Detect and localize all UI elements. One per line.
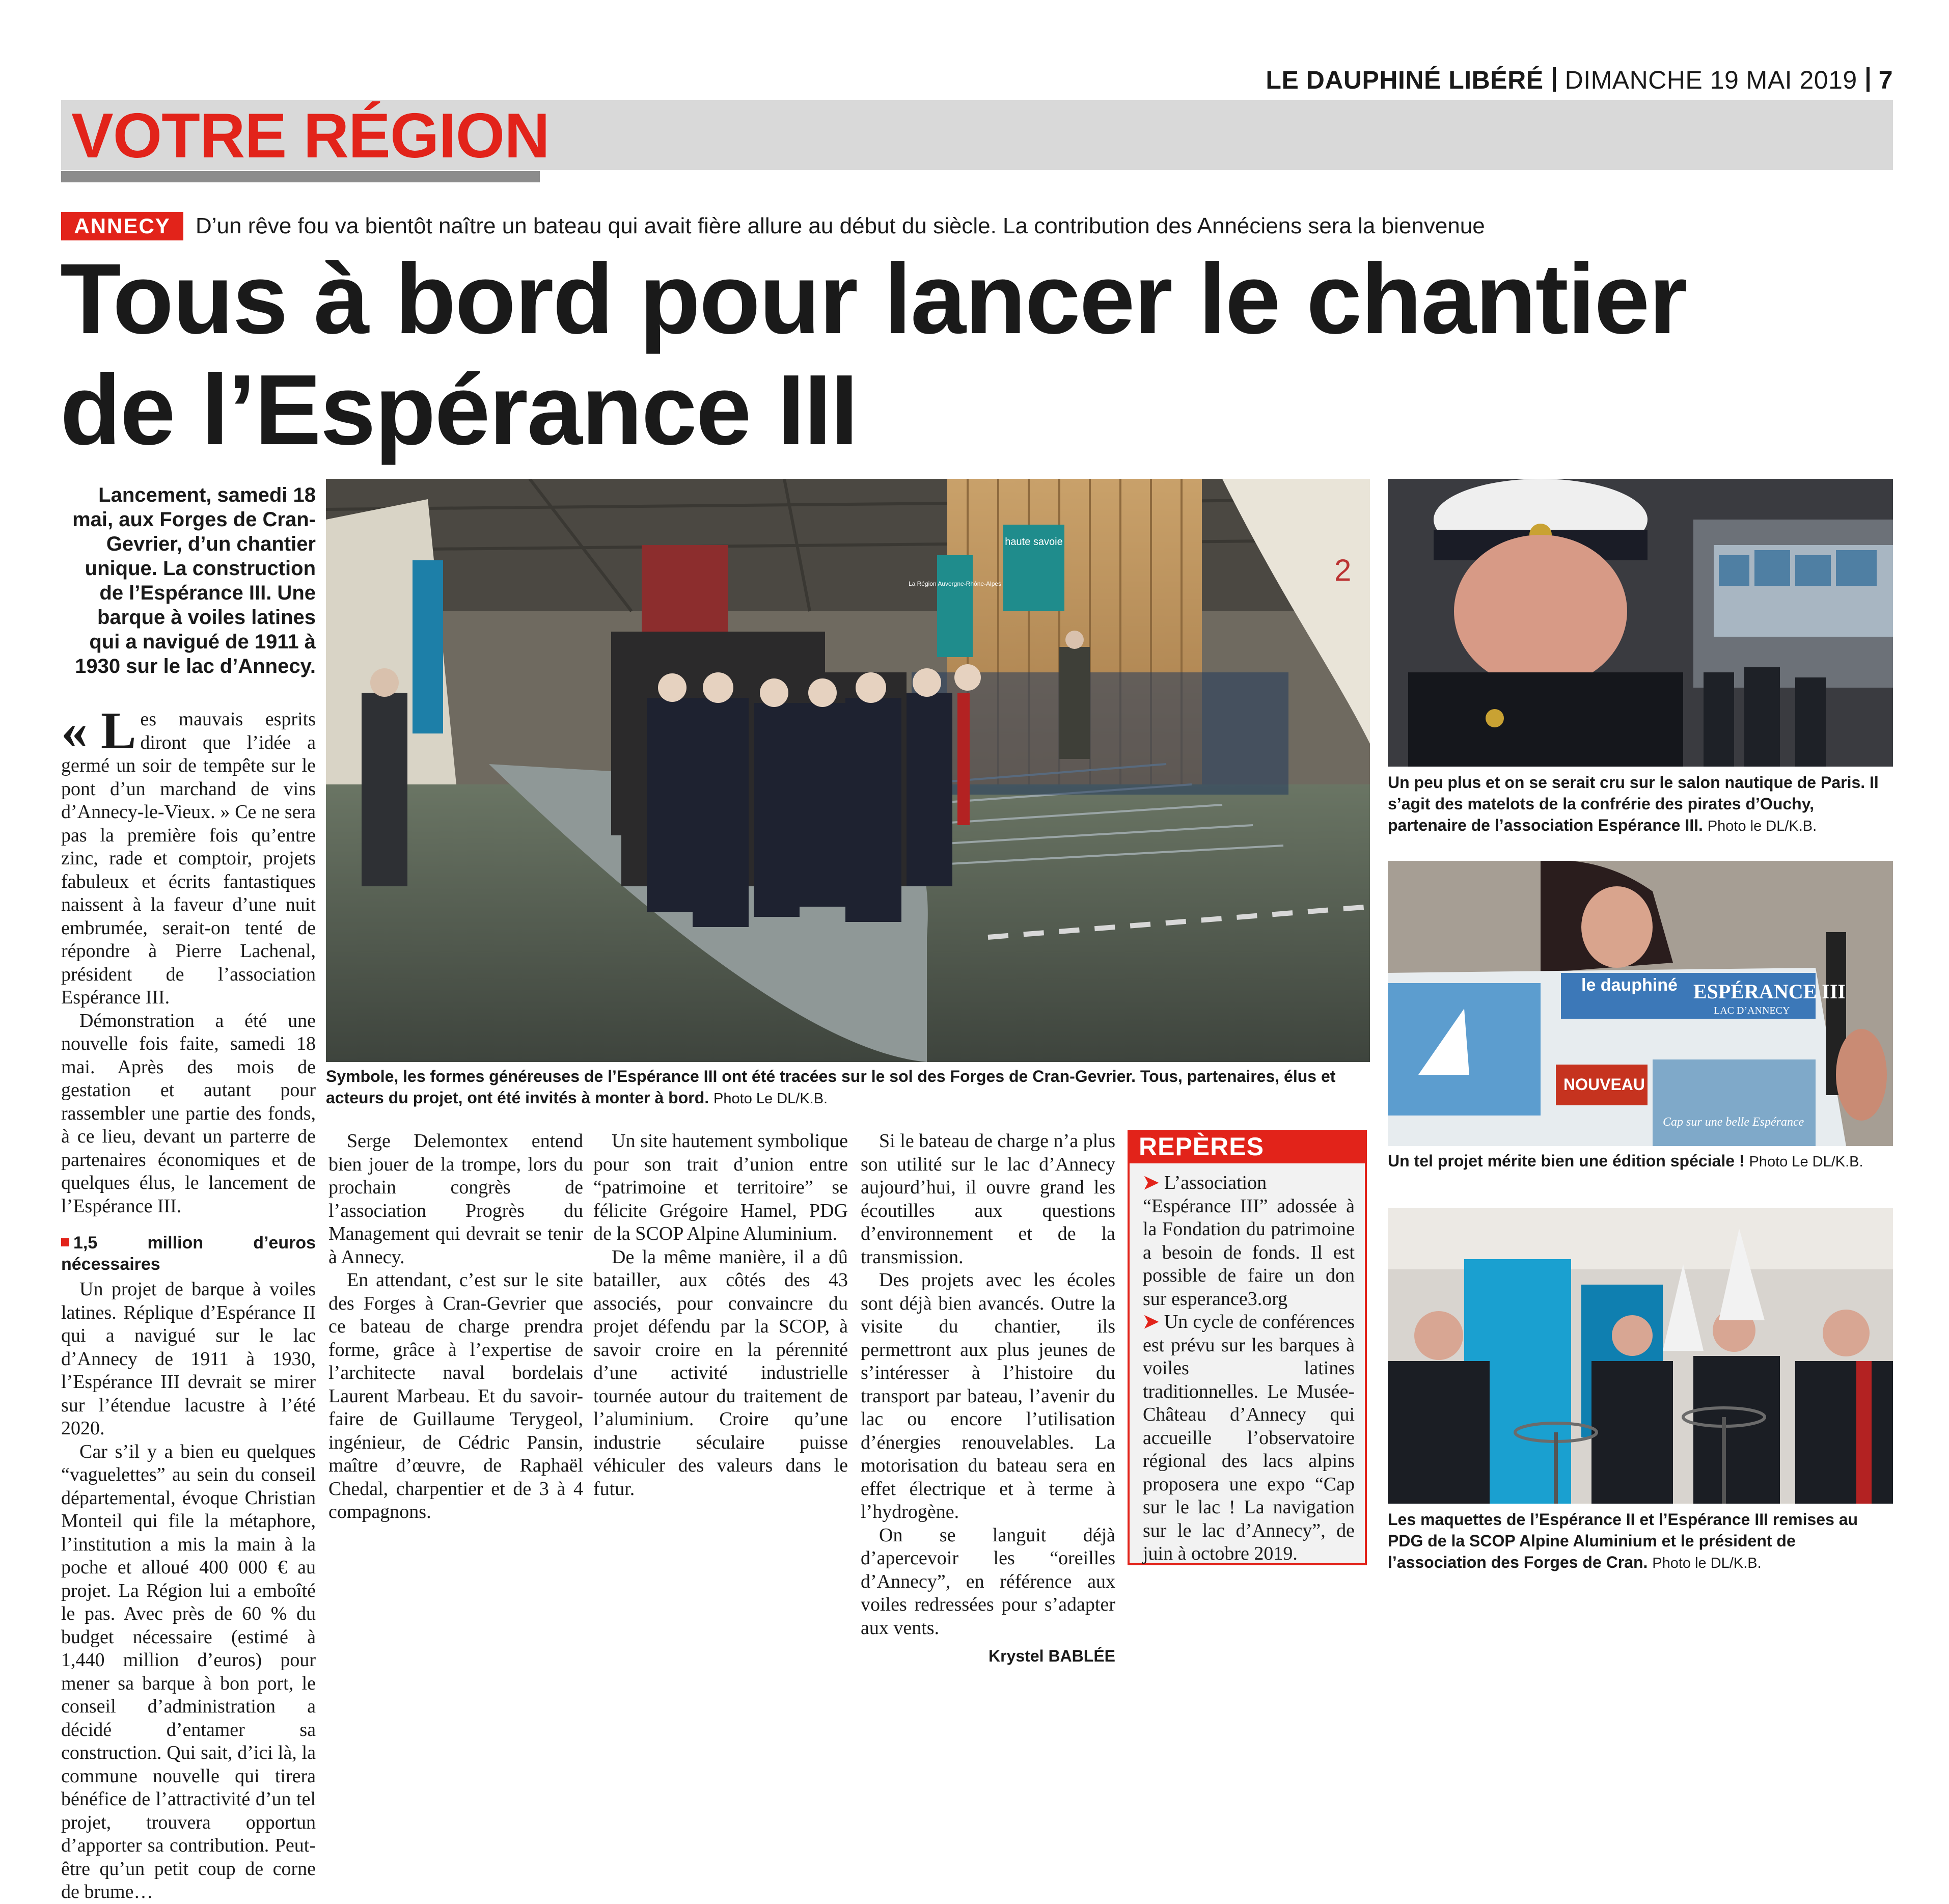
headline-line-2: de l’Espérance III: [60, 354, 858, 466]
models-photo-caption: [1388, 1509, 1893, 1574]
newspaper-subtitle: LAC D’ANNECY: [1714, 1005, 1790, 1016]
photo-credit: Photo le DL/K.B.: [1707, 818, 1817, 834]
article-column-4: [861, 1130, 1115, 1668]
caption-text: Un peu plus et on se serait cru sur le salon nautique de Paris. Il s’agit des matelots de la confrérie des pirates d’Ouchy, partenaire de l’association Espérance III.: [1388, 773, 1879, 834]
masthead: [1266, 65, 1893, 95]
article-column-1: [61, 701, 316, 1904]
section-title: VOTRE RÉGION: [71, 101, 550, 171]
photo-credit: Photo Le DL/K.B.: [713, 1091, 828, 1107]
banner-region-text: La Région Auvergne-Rhône-Alpes: [908, 580, 1002, 587]
sail-number: 2: [1334, 553, 1352, 587]
author-signature: Krystel BABLÉE: [989, 1647, 1115, 1665]
reperes-item: ➤ Un cycle de conférences est prévu sur les barques à voiles latines traditionnelles. Le Musée-Château d’Annecy qui accueille l’observatoire régional des lacs alpins proposera une expo “Cap sur le lac ! La navigation sur le lac d’Annecy”, de juin à octobre 2019.: [1143, 1311, 1355, 1564]
caption-text: Les maquettes de l’Espérance II et l’Espérance III remises au PDG de la SCOP Alpine Aluminium et le président de l’association des Forges de Cran.: [1388, 1510, 1858, 1571]
reperes-title: REPÈRES: [1128, 1130, 1367, 1163]
article-paragraph: Démonstration a été une nouvelle fois faite, samedi 18 mai. Après des mois de gestation et autant pour rassembler une partie des fonds, à ce lieu, devant un parterre de partenaires économiques et de quelques élus, le lancement de l’Espérance III.: [61, 1010, 316, 1217]
article-paragraph: De la même manière, il a dû batailler, aux côtés des 43 associés, pour convaincre du projet défendu par la SCOP, à savoir croire en la pérennité d’une activité industrielle tournée autour du traitement de l’aluminium. Croire qu’une industrie séculaire puisse véhiculer des valeurs dans le futur.: [593, 1246, 848, 1500]
newspaper-title: ESPÉRANCE III: [1693, 980, 1846, 1003]
issue-date: DIMANCHE 19 MAI 2019: [1564, 66, 1857, 94]
masthead-divider: [1866, 67, 1870, 92]
newspaper-brand: le dauphiné: [1581, 975, 1678, 995]
article-paragraph: Un site hautement symbolique pour son trait d’union entre “patrimoine et territoire” se félicite Grégoire Hamel, PDG de la SCOP Alpine Aluminium.: [593, 1130, 848, 1244]
models-photo: [1388, 1208, 1893, 1504]
drop-cap: « L: [61, 701, 136, 760]
kicker-text: D’un rêve fou va bientôt naître un bateau qui avait fière allure au début du siècle. La contribution des Annéciens sera la bienvenue: [196, 213, 1485, 238]
reader-photo: [1388, 861, 1893, 1146]
section-underline: [61, 171, 540, 182]
headline: [60, 243, 1843, 466]
reperes-body: [1143, 1172, 1355, 1566]
reperes-item: ➤ L’association “Espérance III” adossée à la Fondation du patrimoine a besoin de fonds. Il est possible de faire un don sur esperance3.org: [1143, 1172, 1355, 1310]
page-number: 7: [1878, 66, 1893, 94]
masthead-divider: [1553, 67, 1556, 92]
intertitle: 1,5 million d’euros nécessaires: [61, 1233, 316, 1274]
article-paragraph: « L es mauvais esprits diront que l’idée a germé un soir de tempête sur le pont d’un marchand de vins d’Annecy-le-Vieux. » Ce ne sera pas la première fois qu’entre zinc, rade et comptoir, projets fabuleux et écrits fantastiques naissent à la faveur d’une nuit embrumée, serait-on tenté de répondre à Pierre Lachenal, président de l’association Espérance III.: [61, 701, 316, 1008]
article-column-3: [593, 1130, 848, 1588]
caption-text: Symbole, les formes généreuses de l’Espérance III ont été tracées sur le sol des Forges de Cran-Gevrier. Tous, partenaires, élus et acteurs du projet, ont été invités à monter à bord.: [326, 1067, 1336, 1107]
sailor-photo-caption: [1388, 772, 1893, 837]
banner-haute-savoie-text: haute savoie: [1005, 536, 1063, 548]
headline-line-1: Tous à bord pour lancer le chantier: [60, 243, 1687, 355]
article-paragraph: Serge Delemontex entend bien jouer de la trompe, lors du prochain congrès de l’association Progrès du Management qui devrait se tenir à Annecy.: [328, 1130, 583, 1268]
main-photo-caption: [326, 1066, 1370, 1109]
article-paragraph: En attendant, c’est sur le site des Forges à Cran-Gevrier que ce bateau de charge prendra forme, grâce à l’expertise de l’architecte naval bordelais Laurent Marbeau. Et du savoir-faire de Guillaume Terygeol, ingénieur, de Cédric Pansin, maître d’œuvre, de Raphaël Chedal, charpentier et de 3 à 4 compagnons.: [328, 1269, 583, 1522]
article-paragraph: Des projets avec les écoles sont déjà bien avancés. Outre la visite du chantier, ils permettront aux plus jeunes de s’intéresser à l’histoire du transport par bateau, l’avenir du lac ou encore l’utilisation d’énergies renouvelables. La motorisation du bateau sera en effet électrique et à terme à l’hydrogène.: [861, 1269, 1115, 1522]
photo-credit: Photo Le DL/K.B.: [1749, 1154, 1863, 1170]
article-paragraph: Si le bateau de charge n’a plus son utilité sur le lac d’Annecy aujourd’hui, il ouvre grand les écoutilles aux questions d’environnement et de la transmission.: [861, 1130, 1115, 1268]
article-paragraph: Car s’il y a bien eu quelques “vaguelettes” au sein du conseil départemental, évoque Christian Monteil qui file la métaphore, l’institution a mis la main à la poche et alloué 400 000 € au projet. La Région lui a emboîté le pas. Avec près de 60 % du budget nécessaire (estimé à 1,440 million d’euros) pour mener sa barque à bon port, le conseil d’administration a décidé d’entamer sa construction. Qui sait, d’ici là, la commune nouvelle qui tirera bénéfice de l’attractivité d’un tel projet, trouvera opportun d’apporter sa contribution. Peut-être qu’un petit coup de corne de brume…: [61, 1440, 316, 1902]
main-photo: [326, 479, 1370, 1062]
article-column-2: [328, 1130, 583, 1588]
article-paragraph: Un projet de barque à voiles latines. Réplique d’Espérance II qui a navigué sur le lac d’Annecy de 1911 à 1930, l’Espérance III devrait se mirer sur l’étendue lacustre à l’été 2020.: [61, 1279, 316, 1439]
photo-credit: Photo le DL/K.B.: [1652, 1555, 1762, 1571]
reader-photo-caption: [1388, 1150, 1893, 1173]
arrow-icon: ➤: [1143, 1172, 1159, 1193]
arrow-icon: ➤: [1143, 1311, 1159, 1332]
red-square-bullet: [61, 1238, 69, 1246]
lead-paragraph: Lancement, samedi 18 mai, aux Forges de Cran-Gevrier, d’un chantier unique. La construction de l’Espérance III. Une barque à voiles latines qui a navigué de 1911 à 1930 sur le lac d’Annecy.: [72, 484, 316, 677]
newspaper-name: LE DAUPHINÉ LIBÉRÉ: [1266, 66, 1544, 94]
sailor-photo: [1388, 479, 1893, 767]
article-paragraph: On se languit déjà d’apercevoir les “oreilles d’Annecy”, en référence aux voiles redressées pour s’adapter aux vents.: [861, 1524, 1115, 1639]
caption-text: Un tel projet mérite bien une édition spéciale !: [1388, 1152, 1745, 1170]
newspaper-banner: NOUVEAU: [1563, 1075, 1645, 1094]
location-tag: ANNECY: [61, 212, 183, 240]
newspaper-footer: Cap sur une belle Espérance: [1663, 1116, 1804, 1129]
